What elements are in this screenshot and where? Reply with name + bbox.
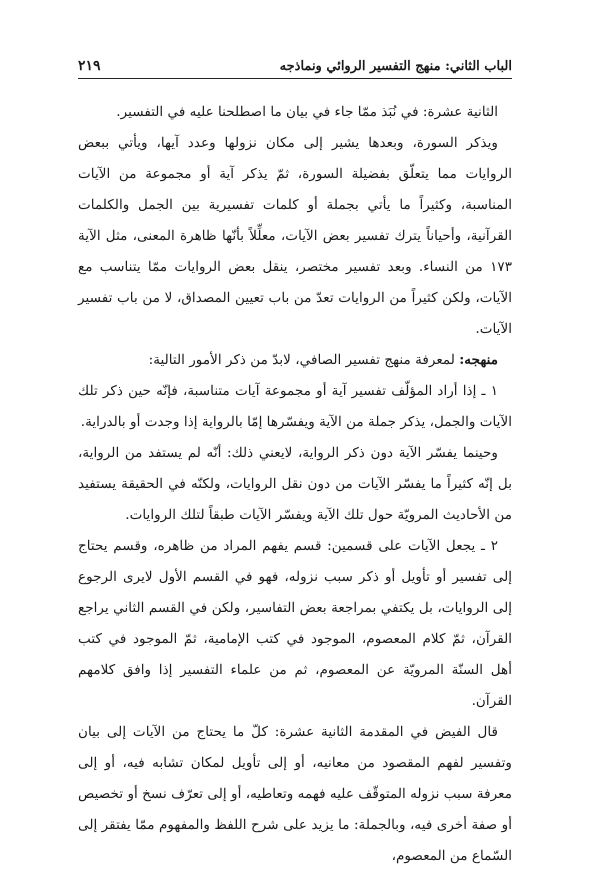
running-header bbox=[78, 58, 512, 79]
page-number: ٢١٩ bbox=[78, 58, 101, 74]
section-label: منهجه: bbox=[459, 352, 498, 368]
chapter-title: الباب الثاني: منهج التفسير الروائي ونماذجه bbox=[279, 59, 512, 74]
paragraph: ٢ ـ يجعل الآيات على قسمين: قسم يفهم المراد من ظاهره، وقسم يحتاج إلى تفسير أو تأويل أو ذكر سبب نزوله، فهو في القسم الأول لايرى الرجوع إلى الروايات، بل يكتفي بمراجعة بعض التفاسير، ولكن في القسم الثاني يراجع القرآن، ثمّ كلام المعصوم، الموجود في كتب الإمامية، ثمّ الموجود في كتب أهل السنّة المرويّة عن المعصوم، ثم من علماء التفسير إذا وافق كلامهم القرآن. bbox=[78, 538, 512, 709]
paragraph bbox=[78, 345, 512, 376]
paragraph: ١ ـ إذا أراد المؤلّف تفسير آية أو مجموعة آيات متناسبة، فإنّه حين ذكر تلك الآيات والجمل، يذكر جملة من الآية ويفسّرها إمّا بالرواية إذا وجدت أو بالدراية. bbox=[78, 383, 512, 430]
page-body bbox=[78, 97, 512, 872]
paragraph: وحينما يفسّر الآية دون ذكر الرواية، لايعني ذلك: أنّه لم يستفد من الرواية، بل إنّه كثيراً ما يفسّر الآيات من دون نقل الروايات، ولكنّه في الحقيقة يستفيد من الأحاديث المرويّة حول تلك الآية ويفسّر الآيات طبقاً لتلك الروايات. bbox=[78, 445, 512, 523]
paragraph: قال الفيض في المقدمة الثانية عشرة: كلّ ما يحتاج من الآيات إلى بيان وتفسير لفهم المقصود من معانيه، أو إلى تأويل لمكان تشابه فيه، أو إلى معرفة سبب نزوله المتوقّف عليه فهمه وتعاطيه، أو إلى تعرّف نسخ أو تخصيص أو صفة أخرى فيه، وبالجملة: ما يزيد على شرح اللفظ والمفهوم ممّا يفتقر إلى السّماع من المعصوم، bbox=[78, 724, 512, 864]
paragraph: الثانية عشرة: في نُبَذ ممّا جاء في بيان ما اصطلحنا عليه في التفسير. bbox=[116, 104, 498, 120]
paragraph-text: لمعرفة منهج تفسير الصافي، لابدّ من ذكر الأمور التالية: bbox=[148, 352, 460, 368]
paragraph: ويذكر السورة، وبعدها يشير إلى مكان نزولها وعدد آيها، ويأتي ببعض الروايات مما يتعلّق بفضيلة السورة، ثمّ يذكر آية أو مجموعة من الآيات المناسبة، وكثيراً ما يأتي بجملة أو كلمات تفسيرية بين الجمل والكلمات القرآنية، وأحياناً يترك تفسير بعض الآيات، معلِّلاً بأنّها ظاهرة المعنى، مثل الآية ١٧٣ من النساء. وبعد تفسير مختصر، ينقل بعض الروايات ممّا يتناسب مع الآيات، ولكن كثيراً من الروايات تعدّ من باب تعيين المصداق، لا من باب تفسير الآيات. bbox=[78, 135, 512, 337]
